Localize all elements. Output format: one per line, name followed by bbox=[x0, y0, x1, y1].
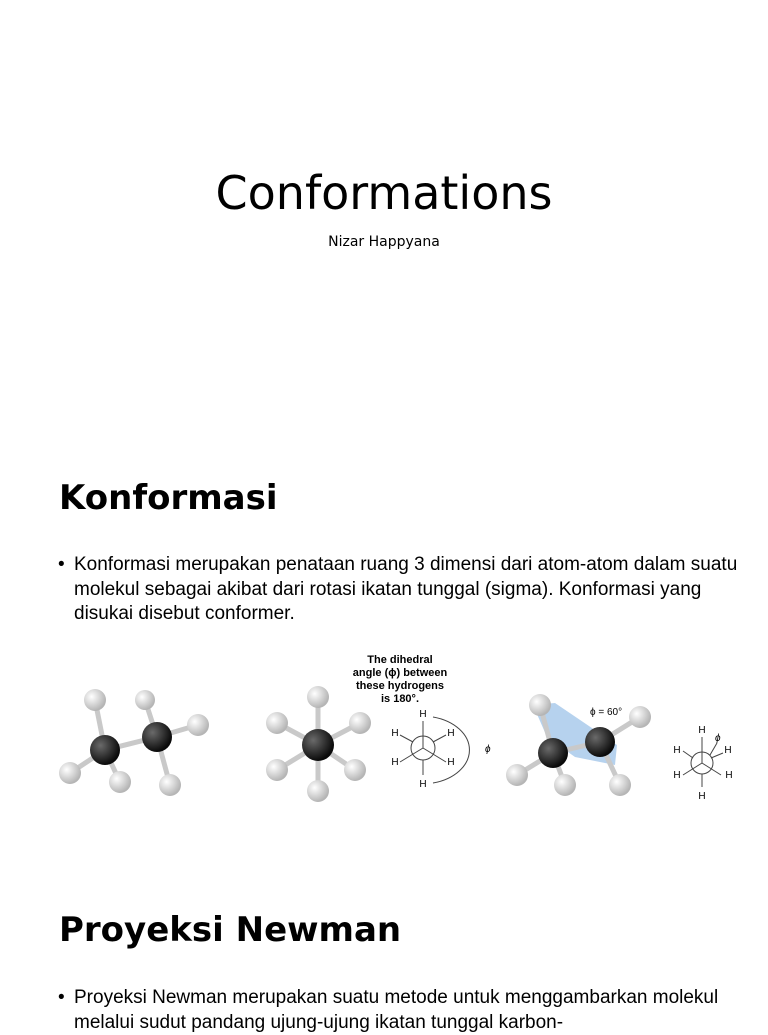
dihedral-angle-label bbox=[353, 654, 448, 705]
bullet-icon: • bbox=[58, 987, 65, 1008]
ethane-models-illustration bbox=[55, 645, 745, 810]
ethane-ball-stick-model bbox=[59, 689, 209, 796]
konformasi-slide bbox=[0, 430, 768, 860]
slide-heading: Proyeksi Newman bbox=[59, 910, 402, 950]
ethane-dihedral-plane-model bbox=[506, 694, 651, 796]
h-atom-label: H bbox=[419, 779, 427, 790]
label-line-2: angle (ϕ) between bbox=[352, 667, 448, 679]
label-line-1: The dihedral bbox=[367, 654, 433, 666]
label-line-4: is 180°. bbox=[380, 693, 420, 705]
author-name: Nizar Happyana bbox=[328, 234, 440, 250]
h-atom-label: H bbox=[447, 728, 455, 739]
ethane-end-on-model bbox=[266, 686, 371, 802]
h-atom-label: H bbox=[725, 770, 733, 781]
bullet-text: Proyeksi Newman merupakan suatu metode untuk menggambarkan molekul melalui sudut pandang ujung-ujung ikatan tunggal karbon- bbox=[74, 987, 719, 1033]
bullet-item bbox=[58, 986, 738, 1035]
slide-heading: Konformasi bbox=[59, 478, 278, 518]
h-atom-label: H bbox=[698, 725, 706, 736]
h-atom-label: H bbox=[419, 709, 427, 720]
h-atom-label: H bbox=[698, 791, 706, 802]
bullet-item bbox=[58, 553, 738, 627]
h-atom-label: H bbox=[391, 757, 399, 768]
proyeksi-newman-slide bbox=[0, 860, 768, 1033]
title-slide bbox=[0, 0, 768, 430]
label-line-3: these hydrogens bbox=[355, 680, 445, 692]
phi-60-label: ϕ = 60° bbox=[590, 707, 623, 718]
newman-projection-60 bbox=[673, 725, 732, 802]
h-atom-label: H bbox=[447, 757, 455, 768]
phi-symbol: ϕ bbox=[485, 744, 491, 755]
h-atom-label: H bbox=[673, 745, 681, 756]
phi-symbol: ϕ bbox=[715, 733, 721, 744]
h-atom-label: H bbox=[673, 770, 681, 781]
newman-projection-staggered bbox=[391, 709, 491, 790]
h-atom-label: H bbox=[391, 728, 399, 739]
bullet-icon: • bbox=[58, 554, 65, 575]
bullet-text: Konformasi merupakan penataan ruang 3 dimensi dari atom-atom dalam suatu molekul sebagai akibat dari rotasi ikatan tunggal (sigma). Konformasi yang disukai disebut conformer. bbox=[74, 554, 738, 624]
slide-title: Conformations bbox=[215, 166, 553, 220]
h-atom-label: H bbox=[724, 745, 732, 756]
ethane-conformation-figure bbox=[55, 645, 745, 810]
